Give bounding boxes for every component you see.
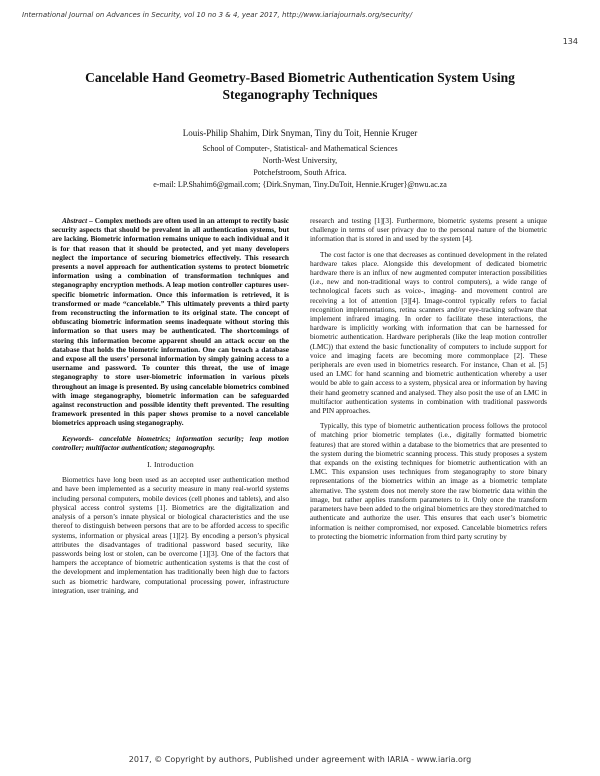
abstract	[52, 216, 289, 428]
journal-header: International Journal on Advances in Security, vol 10 no 3 & 4, year 2017, http://www.iariajournals.org/security/	[22, 11, 413, 19]
abstract-text: – Complex methods are often used in an attempt to rectify basic security aspects that should be prevalent in all authentication systems, but are lacking. Biometric information remains unique to each individual and it is for that reason that it should be protected, and yet many developers neglect the importance of securing biometrics effectively. This research presents a novel approach for authentication systems to protect biometric information using a combination of transformation techniques and steganography encryption methods. A leap motion controller captures user-specific biometric information. Once this information is retrieved, it is transformed or made “cancelable.” This ultimately prevents a third party from reconstructing the information to its original state. The concept of obfuscating biometric information seems inadequate without storing this information so that users may be authenticated. The shortcomings of storing this information become apparent should an attack occur on the database that holds the biometric information. One can breach a database and expose all the users’ personal information by simply gaining access to a username and password. To counter this threat, the use of image steganography to store user-biometric information in various pixels throughout an image is presented. By using cancelable biometrics combined with image steganography, biometric information can be safeguarded against reconstruction and possible identity theft prevented. The resulting framework presented in this paper shows promise to a novel cancelable biometrics approach using steganography.	[52, 216, 289, 428]
section-heading-introduction: I. Introduction	[147, 460, 194, 470]
paper-title	[60, 69, 540, 103]
keywords: Keywords- cancelable biometrics; information security; leap motion controller; multifactor authentication; steganography.	[52, 433, 289, 452]
right-paragraph-2: The cost factor is one that decreases as continued development in the related hardware takes place. Alongside this development of dedicated biometric hardware there is an influx of new augmented computer interaction possibilities (i.e., new and non-traditional ways to control computers), a wide range of technological facets such as voice-, imaging- and movement control are receiving a lot of attention [3][4]. Image-control typically refers to facial recognition implementations, retina scanners and/or eye-tracking software that implement infrared imaging. In order to facilitate these interactions, the hardware is implicitly working with information that can be harnessed for biometric authentication. Hardware peripherals (like the leap motion controller (LMC)) that extend the basic functionality of computers to include support for voice and imaging facets are becoming more commonplace [2]. These peripherals are even used in biometrics research. For instance, Chan et al. [5] used an LMC for hand scanning and biometric authentication whereby a user would be able to gain access to a system, physical area or information by having their hand geometry scanned and analysed. They also posit the use of an LMC in multifactor authentication systems in combination with traditional passwords and PIN approaches.	[310, 249, 547, 416]
author-list: Louis-Philip Shahim, Dirk Snyman, Tiny du Toit, Hennie Kruger	[182, 128, 418, 138]
university-name: North-West University,	[262, 156, 338, 165]
intro-paragraph-1: Biometrics have long been used as an accepted user authentication method and have been implemented as a security measure in many real-world systems including personal computers, mobile devices (cell phones and tablets), and also physical access control systems [1]. Biometrics are the digitalization and analysis of a person’s innate physical or biological characteristics and the use thereof to distinguish between persons that are to be afforded access to specific systems, information or physical areas [1][2]. By encoding a person’s physical attributes the disadvantages of traditional password based security, like passwords being lost or stolen, can be overcome [1][3]. One of the factors that hampers the acceptance of biometric authentication systems is that the cost of the development and implementation has traditionally been high due to factors such as biometric hardware, computational processing power, infrastructure integration, user training, and	[52, 475, 289, 595]
left-column	[52, 216, 289, 601]
city-country: Potchefstroom, South Africa.	[253, 168, 347, 177]
copyright-footer: 2017, © Copyright by authors, Published under agreement with IARIA - www.iaria.org	[128, 755, 472, 764]
title-line-2: Steganography Techniques	[222, 87, 378, 102]
author-emails: e-mail: LP.Shahim6@gmail.com; {Dirk.Snyman, Tiny.DuToit, Hennie.Kruger}@nwu.ac.za	[153, 180, 447, 189]
school-name: School of Computer-, Statistical- and Mathematical Sciences	[202, 144, 398, 153]
author-block	[60, 127, 540, 191]
right-column	[310, 216, 547, 547]
page-number: 134	[562, 37, 578, 46]
right-paragraph-1: research and testing [1][3]. Furthermore, biometric systems present a unique challenge in terms of user privacy due to the personal nature of the biometric information that is stored in and used by the system [4].	[310, 216, 547, 244]
abstract-lead: Abstract	[62, 216, 88, 225]
title-line-1: Cancelable Hand Geometry-Based Biometric Authentication System Using	[85, 70, 515, 85]
right-paragraph-3: Typically, this type of biometric authentication process follows the protocol of matching prior biometric templates (i.e., digitally formatted biometric features) that are stored within a database to the biometrics that are presented to the system during the biometric scanning process. This study proposes a system that expands on the existing techniques for biometric authentication with an LMC. This expansion uses techniques from steganography to store binary representations of the biometrics within an image as a biometric template alternative. The system does not merely store the raw biometric data within the image, but rather applies transform parameters to it. Only once the transform parameters have been added to the original biometrics are they stored/matched to authenticate and authorize the user. This ensures that each user’s biometric information is neither compromised, nor exposed. Cancelable biometrics refers to protecting the biometric information from third party scrutiny by	[310, 421, 547, 541]
